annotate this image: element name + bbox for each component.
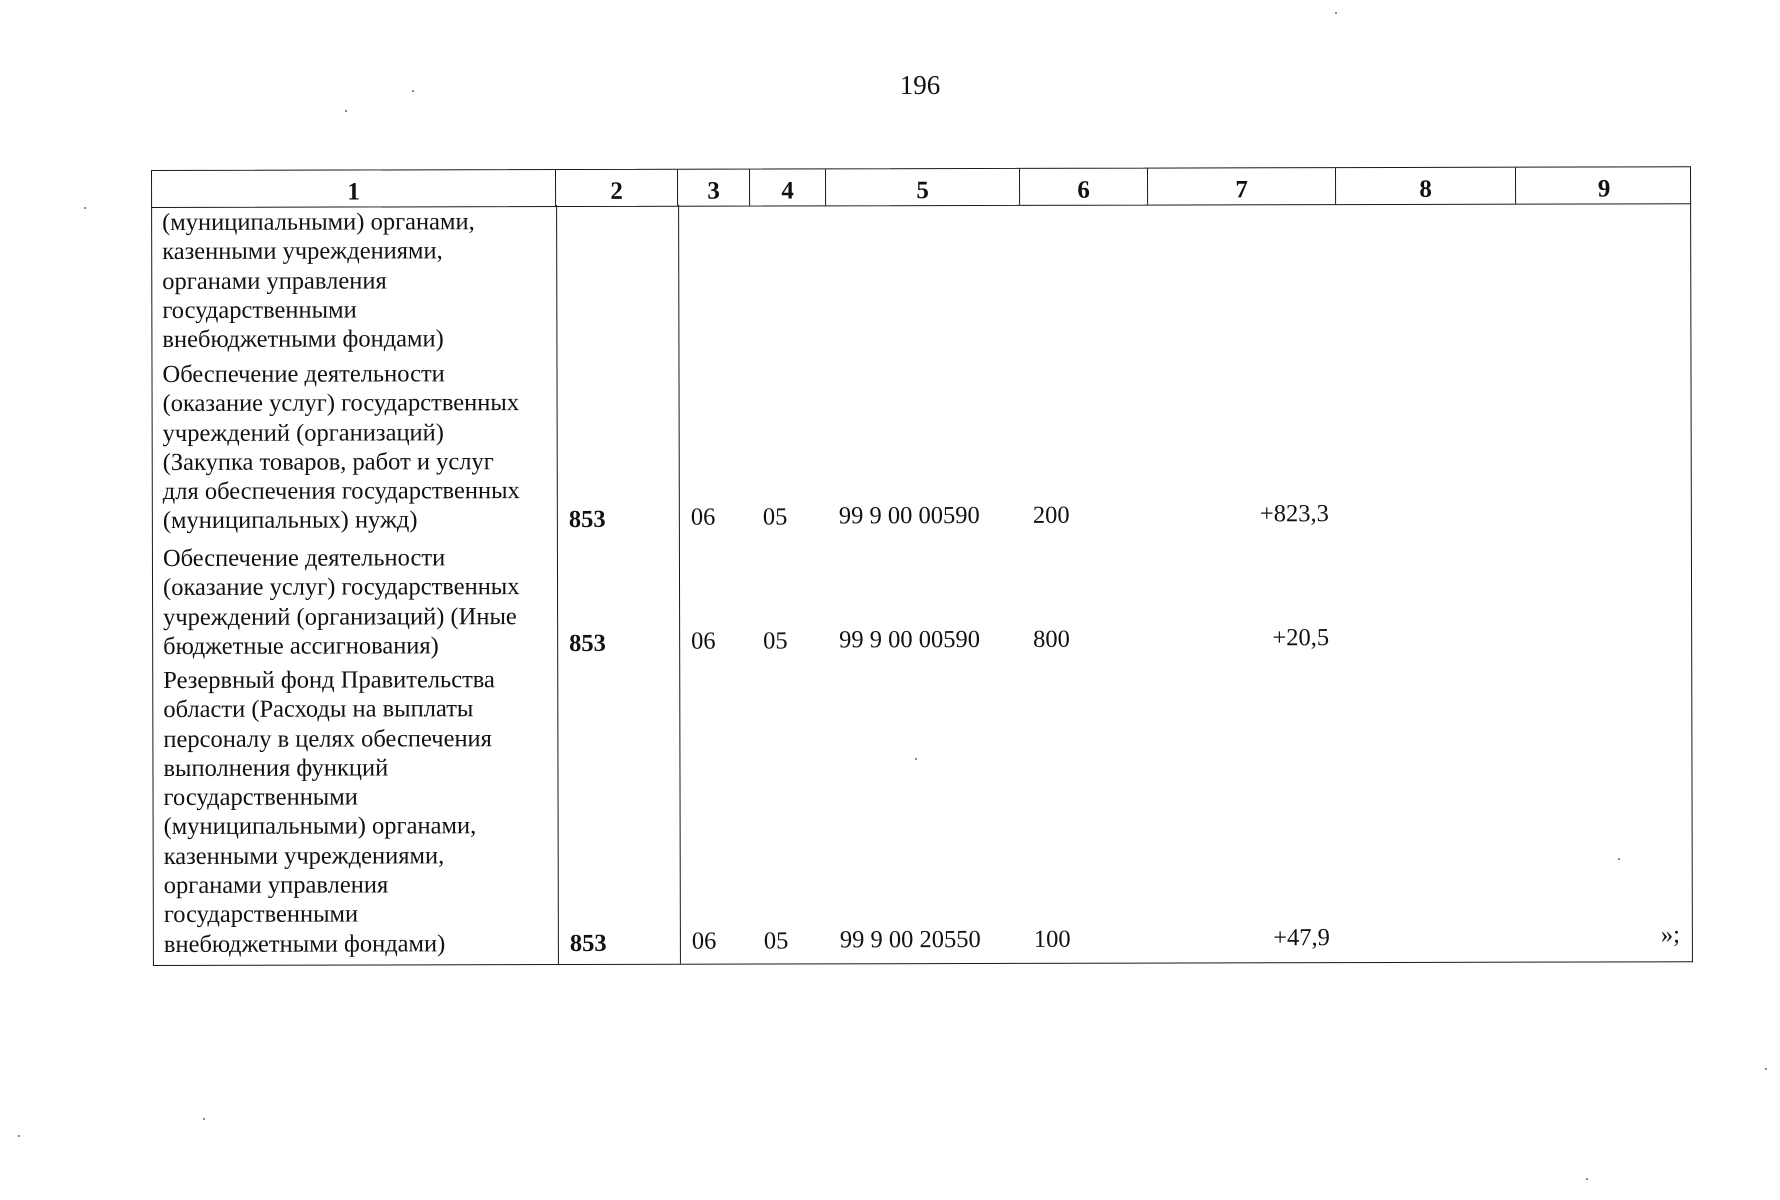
column-header-9: 9 — [1597, 175, 1611, 203]
row-4-name: Резервный фонд Правительства области (Расходы на выплаты персоналу в целях обеспечения выполнения функций государственными (муниципальными) органами, казенными учреждениями, органами управления государственными внебюджетными фондами) — [163, 666, 495, 958]
scan-speck — [1335, 12, 1337, 14]
row-4-section: 06 — [691, 927, 717, 955]
row-4-amount: +47,9 — [1273, 924, 1330, 952]
column-header-4: 4 — [750, 169, 826, 205]
column-header-8: 8 — [1336, 168, 1516, 204]
column-header-1: 1 — [152, 170, 556, 207]
row-3-section: 06 — [691, 627, 716, 655]
row-2-type: 200 — [1032, 501, 1070, 529]
column-header-2: 2 — [556, 170, 678, 206]
row-2-target: 99 9 00 00590 — [838, 501, 980, 530]
row-4-target: 99 9 00 20550 — [839, 925, 981, 954]
page-number: 196 — [899, 70, 941, 100]
row-3-code: 853 — [569, 629, 606, 657]
scan-speck — [1618, 858, 1620, 860]
table-body — [151, 202, 1693, 966]
row-2-subsection: 05 — [762, 503, 788, 531]
row-3-name: Обеспечение деятельности (оказание услуг) государственных учреждений (организаций) (Иные бюджетные ассигнования) — [162, 544, 520, 660]
row-3-target: 99 9 00 00590 — [839, 625, 981, 654]
column-divider — [678, 205, 681, 964]
row-2-name: Обеспечение деятельности (оказание услуг) государственных учреждений (организаций) (Закупка товаров, работ и услуг для обеспечения государственных (муниципальных) нужд) — [162, 360, 520, 535]
row-2-section: 06 — [690, 503, 716, 531]
row-2-amount: +823,3 — [1259, 500, 1329, 528]
scan-speck — [84, 207, 86, 209]
row-4-subsection: 05 — [763, 927, 789, 955]
scan-speck — [203, 1118, 205, 1120]
column-header-3: 3 — [678, 170, 750, 206]
row-3-type: 800 — [1033, 625, 1070, 653]
budget-table — [151, 166, 1693, 966]
table-header-row — [151, 166, 1691, 208]
scan-speck — [915, 758, 917, 760]
row-3-amount: +20,5 — [1272, 624, 1330, 652]
row-4-type: 100 — [1033, 925, 1071, 953]
column-header-6: 6 — [1020, 169, 1148, 205]
column-header-7: 7 — [1148, 168, 1336, 204]
column-header-5: 5 — [826, 169, 1020, 205]
row-1-name: (муниципальными) органами, казенными учреждениями, органами управления государственными внебюджетными фондами) — [162, 208, 475, 354]
scan-speck — [412, 90, 414, 92]
scan-speck — [345, 110, 347, 112]
scan-speck — [18, 1135, 20, 1137]
row-2-code: 853 — [568, 505, 606, 533]
row-4-col9: »; — [1660, 921, 1680, 949]
row-3-subsection: 05 — [763, 627, 788, 655]
scan-speck — [1765, 1068, 1767, 1070]
row-4-code: 853 — [569, 929, 607, 957]
scan-speck — [1586, 1178, 1588, 1180]
